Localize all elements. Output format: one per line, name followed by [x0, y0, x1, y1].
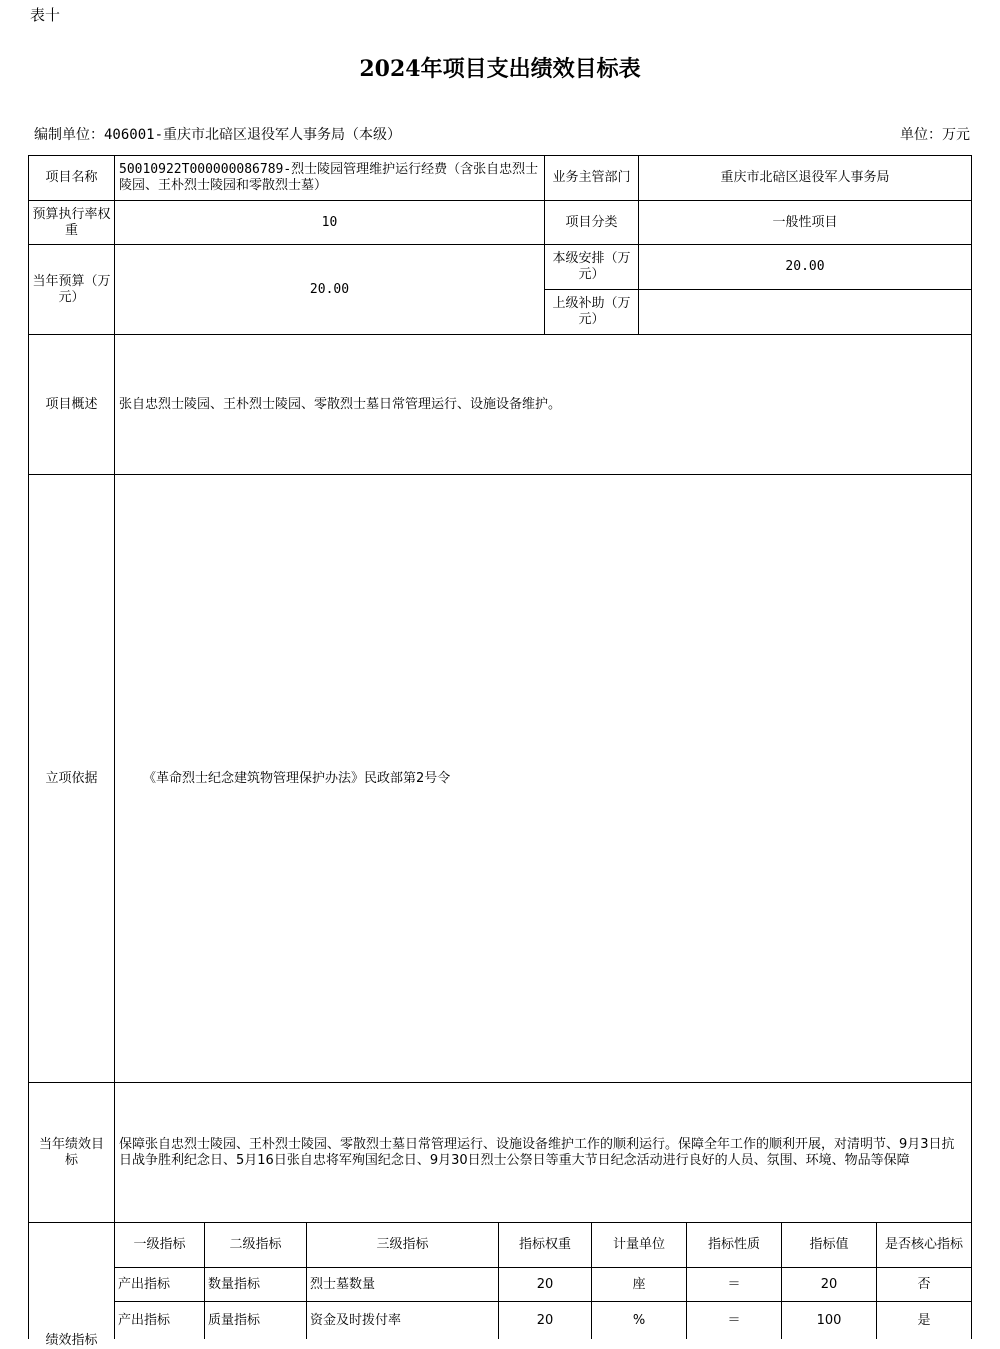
- indicator-header-value: 指标值: [781, 1222, 876, 1267]
- indicator-header-weight: 指标权重: [498, 1222, 591, 1267]
- indicator-row-2-weight: 20: [498, 1301, 591, 1339]
- basis-value: 《革命烈士纪念建筑物管理保护办法》民政部第2号令: [114, 474, 972, 1082]
- indicator-header-nature: 指标性质: [686, 1222, 781, 1267]
- indicator-header-level3: 三级指标: [306, 1222, 498, 1267]
- indicator-row-1-unit: 座: [591, 1267, 686, 1301]
- indicator-row-1-nature: ＝: [686, 1267, 781, 1301]
- overview-label: 项目概述: [28, 334, 114, 474]
- category-label: 项目分类: [544, 200, 638, 244]
- basis-label: 立项依据: [28, 474, 114, 1082]
- unit-label: 单位：万元: [900, 127, 970, 143]
- indicator-row-1-level3: 烈士墓数量: [306, 1267, 498, 1301]
- indicator-row-2-level1: 产出指标: [114, 1301, 204, 1339]
- exec-weight-value: 10: [114, 200, 544, 244]
- local-arrangement-label: 本级安排（万元）: [544, 244, 638, 289]
- org-label: 编制单位：: [34, 127, 104, 143]
- category-value: 一般性项目: [638, 200, 972, 244]
- indicator-header-level2: 二级指标: [204, 1222, 306, 1267]
- organization-line: [34, 124, 401, 144]
- project-name-label: 项目名称: [28, 155, 114, 200]
- indicator-row-1-level2: 数量指标: [204, 1267, 306, 1301]
- indicator-label: [28, 1222, 114, 1348]
- indicator-header-level1: 一级指标: [114, 1222, 204, 1267]
- indicator-row-1-level1: 产出指标: [114, 1267, 204, 1301]
- upper-subsidy-label: 上级补助（万元）: [544, 289, 638, 334]
- indicator-row-1-weight: 20: [498, 1267, 591, 1301]
- indicator-row-2-unit: %: [591, 1301, 686, 1339]
- exec-weight-label: 预算执行率权重: [28, 200, 114, 244]
- goal-value: 保障张自忠烈士陵园、王朴烈士陵园、零散烈士墓日常管理运行、设施设备维护工作的顺利运行。保障全年工作的顺利开展，对清明节、9月3日抗日战争胜利纪念日、5月16日张自忠将军殉国纪念日、9月30日烈士公祭日等重大节日纪念活动进行良好的人员、氛围、环境、物品等保障: [114, 1082, 972, 1222]
- overview-value: 张自忠烈士陵园、王朴烈士陵园、零散烈士墓日常管理运行、设施设备维护。: [114, 334, 972, 474]
- budget-value: 20.00: [114, 244, 544, 334]
- project-name-value: 50010922T000000086789-烈士陵园管理维护运行经费（含张自忠烈士陵园、王朴烈士陵园和零散烈士墓）: [114, 155, 544, 200]
- goal-label: 当年绩效目标: [28, 1082, 114, 1222]
- indicator-row-1-core: 否: [876, 1267, 972, 1301]
- indicator-row-1-value: 20: [781, 1267, 876, 1301]
- indicator-row-2-core: 是: [876, 1301, 972, 1339]
- dept-value: 重庆市北碚区退役军人事务局: [638, 155, 972, 200]
- dept-label: 业务主管部门: [544, 155, 638, 200]
- page-title: 2024年项目支出绩效目标表: [359, 56, 641, 82]
- budget-label: 当年预算（万元）: [28, 244, 114, 334]
- indicator-row-2-level2: 质量指标: [204, 1301, 306, 1339]
- performance-target-table: [28, 155, 972, 1348]
- org-value: 406001-重庆市北碚区退役军人事务局（本级）: [104, 127, 401, 143]
- indicator-row-2-value: 100: [781, 1301, 876, 1339]
- indicator-row-2-nature: ＝: [686, 1301, 781, 1339]
- indicator-label-text: 绩效指标: [45, 1333, 98, 1348]
- indicator-row-2-level3: 资金及时拨付率: [306, 1301, 498, 1339]
- local-arrangement-value: 20.00: [638, 244, 972, 289]
- indicator-header-core: 是否核心指标: [876, 1222, 972, 1267]
- table-number: 表十: [30, 6, 61, 24]
- indicator-header-unit: 计量单位: [591, 1222, 686, 1267]
- upper-subsidy-value: [638, 289, 972, 334]
